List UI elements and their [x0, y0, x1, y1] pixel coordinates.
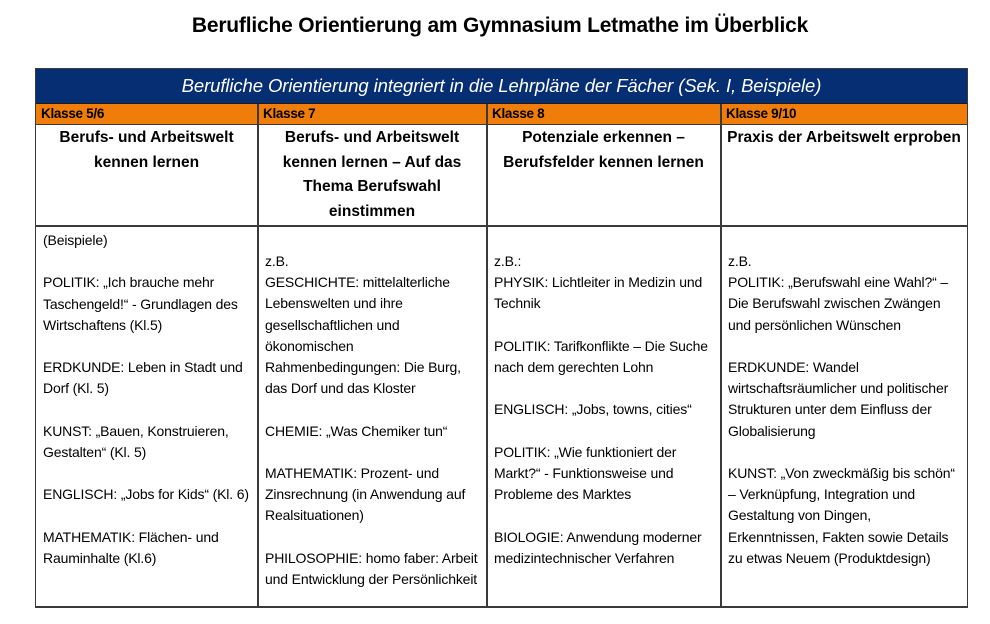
examples-5-6 — [36, 227, 257, 607]
subject-example: ERDKUNDE: Leben in Stadt und Dorf (Kl. 5) — [43, 359, 243, 397]
subject-example: ENGLISCH: „Jobs, towns, cities“ — [494, 401, 692, 418]
examples-7 — [258, 227, 486, 607]
subject-example: BIOLOGIE: Anwendung moderner medizintechnischer Verfahren — [494, 528, 702, 566]
subject-example: ENGLISCH: „Jobs for Kids“ (Kl. 6) — [43, 486, 249, 503]
theme-7: Berufs- und Arbeitswelt kennen lernen – Auf das Thema Berufswahl einstimmen — [282, 129, 462, 220]
column-divider — [720, 104, 722, 607]
grade-header-9-10: Klasse 9/10 — [726, 106, 797, 121]
examples-intro: z.B.: — [494, 253, 522, 269]
subject-example: ERDKUNDE: Wandel wirtschaftsräumlicher und politischer Strukturen unter dem Einfluss der Globalisierung — [728, 359, 949, 439]
subject-example: KUNST: „Bauen, Konstruieren, Gestalten“ (Kl. 5) — [43, 422, 229, 460]
grade-header-7: Klasse 7 — [263, 106, 316, 121]
column-divider — [257, 104, 259, 607]
subject-example: KUNST: „Von zweckmäßig bis schön“ – Verknüpfung, Integration und Gestaltung von Dingen, Erkenntnissen, Fakten sowie Details zu etwas Neuem (Produktdesign) — [728, 465, 955, 566]
subject-example: POLITIK: „Berufswahl eine Wahl?“ – Die Berufswahl zwischen Zwängen und persönlichen Wünschen — [728, 274, 949, 333]
examples-row — [36, 227, 967, 607]
subject-example: POLITIK: „Wie funktioniert der Markt?“ - Funktionsweise und Probleme des Marktes — [494, 443, 677, 503]
subject-example: GESCHICHTE: mittelalterliche Lebenswelten und ihre gesellschaftlichen und ökonomischen Rahmenbedingungen: Die Burg, das Dorf und das Kloster — [265, 274, 461, 397]
subject-example: PHYSIK: Lichtleiter in Medizin und Technik — [494, 274, 703, 312]
theme-5-6: Berufs- und Arbeitswelt kennen lernen — [59, 129, 234, 171]
examples-intro: (Beispiele) — [43, 232, 108, 248]
subject-example: MATHEMATIK: Prozent- und Zinsrechnung (in Anwendung auf Realsituationen) — [265, 465, 466, 524]
column-divider — [486, 104, 488, 607]
grade-header-5-6: Klasse 5/6 — [41, 106, 105, 121]
subject-example: POLITIK: „Ich brauche mehr Taschengeld!“ - Grundlagen des Wirtschaftens (Kl.5) — [43, 274, 238, 333]
subject-example: CHEMIE: „Was Chemiker tun“ — [265, 422, 448, 439]
theme-8: Potenziale erkennen – Berufsfelder kennen lernen — [503, 129, 704, 171]
grade-header-row — [36, 104, 967, 125]
examples-8 — [487, 227, 720, 607]
page-title: Berufliche Orientierung am Gymnasium Letmathe im Überblick — [191, 14, 809, 37]
curriculum-table — [35, 68, 968, 608]
grade-header-8: Klasse 8 — [492, 106, 545, 121]
examples-9-10 — [721, 227, 967, 607]
table-banner: Berufliche Orientierung integriert in die Lehrpläne der Fächer (Sek. I, Beispiele) — [36, 69, 967, 104]
subject-example: POLITIK: Tarifkonflikte – Die Suche nach dem gerechten Lohn — [494, 337, 708, 375]
examples-intro: z.B. — [728, 253, 752, 269]
theme-row — [36, 125, 967, 227]
theme-9-10: Praxis der Arbeitswelt erproben — [727, 129, 961, 146]
subject-example: PHILOSOPHIE: homo faber: Arbeit und Entwicklung der Persönlichkeit — [265, 549, 478, 587]
examples-intro: z.B. — [265, 253, 289, 269]
subject-example: MATHEMATIK: Flächen- und Rauminhalte (Kl.6) — [43, 528, 219, 566]
